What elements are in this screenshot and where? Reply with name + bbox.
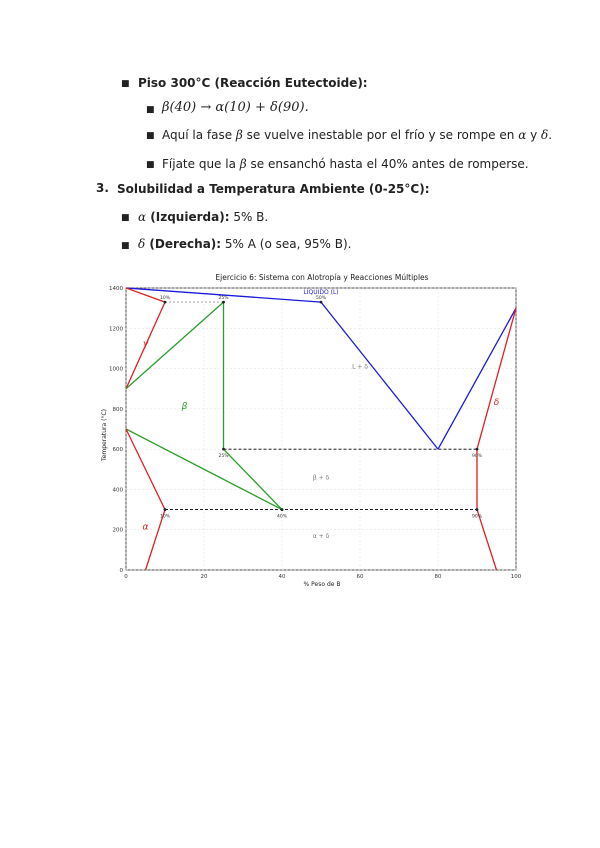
bullet: ■ [146,105,155,115]
section-title: Solubilidad a Temperatura Ambiente (0-25°C): [117,182,430,196]
region-label: δ [493,397,500,408]
y-tick-label: 800 [112,406,123,413]
bullet: ■ [121,213,130,223]
bullet: ■ [146,131,155,141]
phase-boundary-alpha-solvus-low [126,429,165,510]
reaction-delta: δ(90) [270,100,305,115]
y-tick-label: 200 [112,527,123,534]
eutectoid-note-2 [162,156,529,172]
phase-boundary-liquidus-eutectic-right [438,308,516,449]
x-tick-label: 100 [510,574,522,580]
eutectoid-reaction [162,100,309,116]
reaction-beta: β(40) [162,100,197,115]
point-label: 90% [471,514,483,520]
y-tick-label: 1200 [109,326,123,333]
invariant-point [281,508,284,511]
region-label: LÍQUIDO (L) [303,289,339,297]
phase-diagram-chart [100,268,528,592]
region-label: α + δ [312,532,330,540]
y-tick-label: 600 [112,447,123,454]
bullet: ■ [121,79,130,89]
x-tick-label: 20 [200,574,208,580]
note-text: Aquí la fase [162,128,236,142]
phase-boundary-beta-lower-right [224,449,283,509]
note-text: Fíjate que la [162,157,240,171]
note-text: y [526,128,542,142]
reaction-plus: + [255,100,266,115]
y-axis-label: Temperatura (°C) [101,409,108,461]
note-beta: β [239,157,247,171]
invariant-point [164,301,167,304]
note-text: se ensanchó hasta el 40% antes de romperse. [246,157,529,171]
note-beta: β [235,128,243,142]
region-label: L + δ [352,363,368,371]
phase-boundary-beta-left-boundary [126,302,224,389]
alpha-symbol: α [138,210,147,224]
solubility-value: 5% A (o sea, 95% B). [221,237,352,251]
invariant-point [476,508,479,511]
x-tick-label: 0 [124,574,128,580]
reaction-period: . [304,100,309,115]
invariant-point [476,448,479,451]
region-label: α [142,522,149,533]
point-label: 10% [159,514,171,520]
invariant-point [320,301,323,304]
y-tick-label: 0 [119,568,123,574]
point-label: 90% [471,454,483,460]
chart-title: Ejercicio 6: Sistema con Alotropía y Reacciones Múltiples [215,273,429,282]
region-label: β [181,401,188,412]
invariant-point [222,301,225,304]
x-tick-label: 60 [356,574,364,580]
plot-area [109,286,522,580]
eutectoid-note-1 [162,127,552,143]
solubility-alpha [138,209,268,225]
reaction-arrow: → [200,100,212,115]
y-tick-label: 400 [112,487,123,494]
section-number: 3. [96,181,109,195]
phase-boundary-liquidus-eutectic-left [321,302,438,449]
solubility-value: 5% B. [229,210,269,224]
point-label: 25% [218,296,229,302]
reaction-alpha: α(10) [215,100,251,115]
plot-frame [126,288,516,570]
x-tick-label: 40 [278,574,286,580]
point-label: 50% [315,296,327,302]
x-axis-label: % Peso de B [303,581,341,588]
note-alpha: α [518,128,527,142]
bullet: ■ [121,241,130,251]
item-eutectoid-heading: Piso 300°C (Reacción Eutectoide): [138,76,368,90]
region-label: γ [142,339,149,350]
delta-symbol: δ [138,237,146,251]
note-text: se vuelve inestable por el frío y se rompe en [242,128,519,142]
point-label: 40% [276,514,288,520]
solubility-label: (Derecha): [145,237,222,251]
y-tick-label: 1000 [109,366,123,373]
bullet: ■ [146,160,155,170]
point-label: 10% [159,296,171,302]
solubility-delta [138,236,351,252]
note-text: . [548,128,553,142]
invariant-point [164,508,167,511]
phase-diagram-svg [100,268,528,592]
x-tick-label: 80 [434,574,442,580]
region-label: β + δ [312,474,330,482]
invariant-point [222,448,225,451]
phase-boundary-delta-solvus-high [477,308,516,449]
y-tick-label: 1400 [109,286,123,292]
note-delta: δ [541,128,549,142]
solubility-label: (Izquierda): [146,210,230,224]
point-label: 25% [218,454,229,460]
